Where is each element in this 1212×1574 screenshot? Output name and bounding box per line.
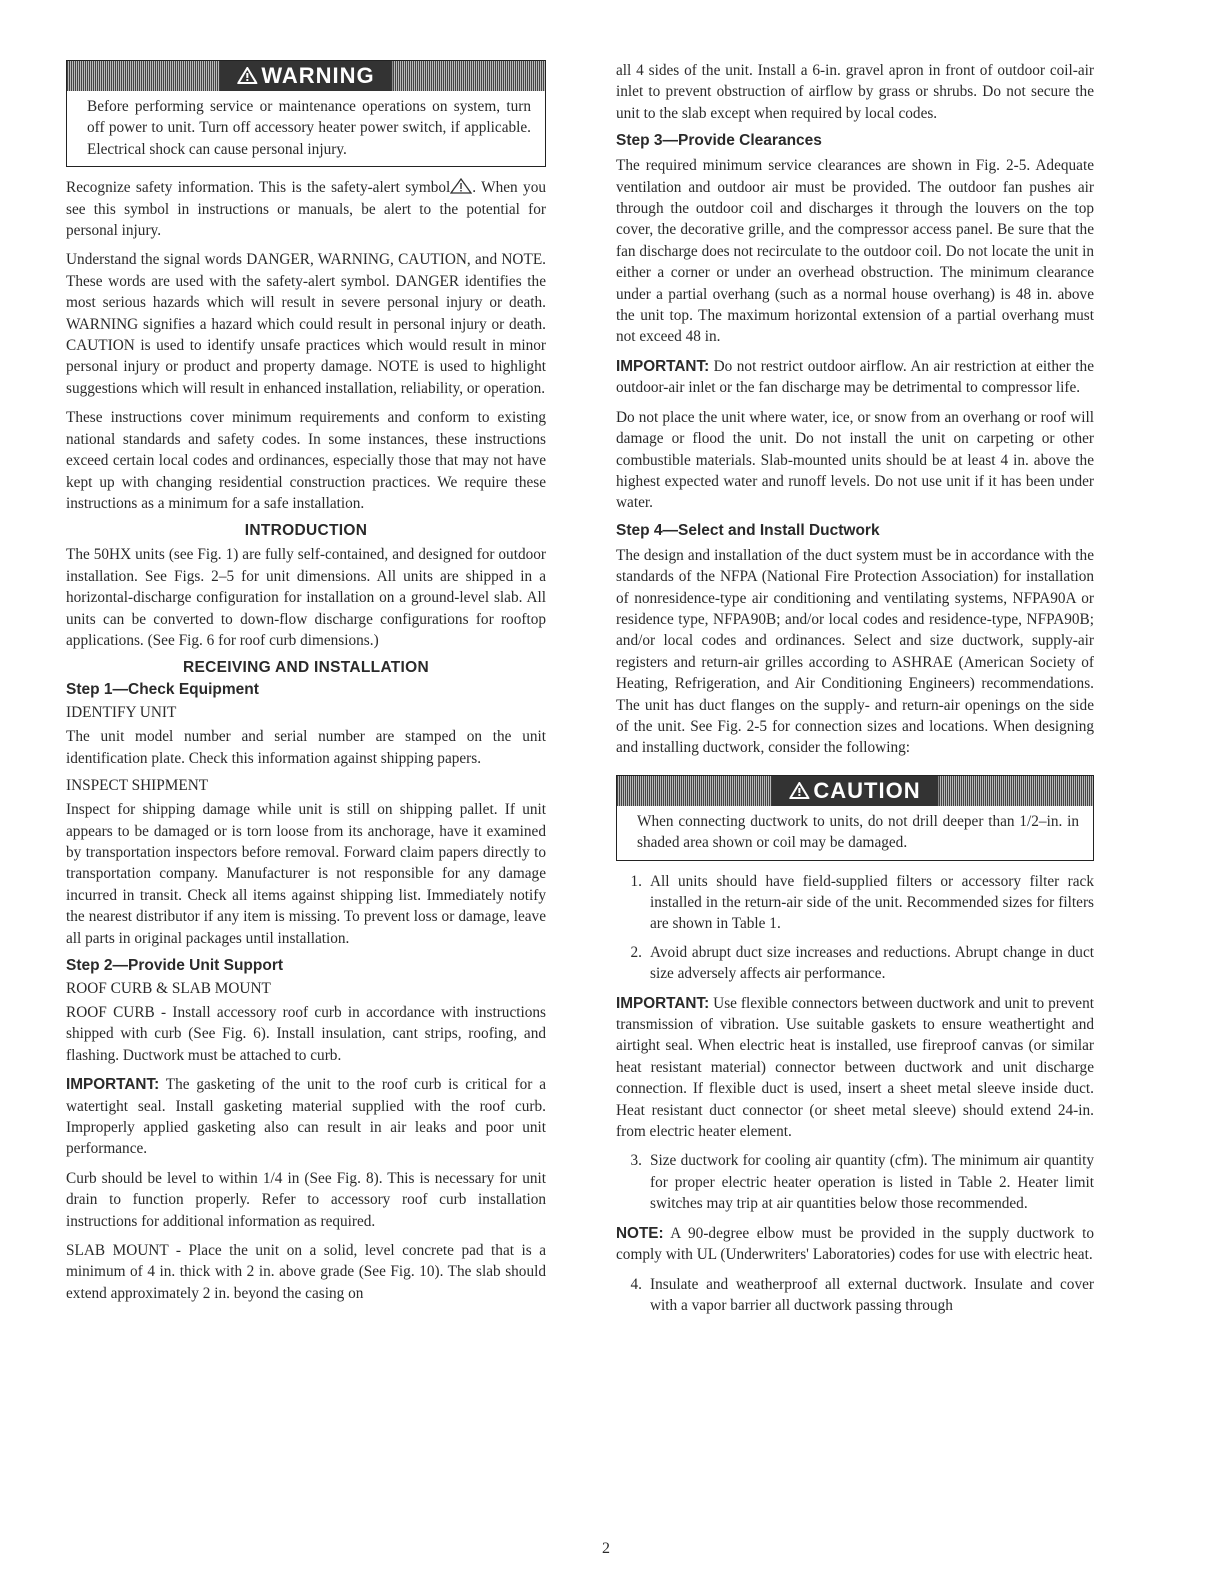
- inspect-shipment-subheading: INSPECT SHIPMENT: [66, 777, 209, 795]
- ductwork-list-1: [616, 871, 1094, 985]
- warning-triangle-icon: [789, 782, 809, 799]
- safety-paragraph: Recognize safety information. This is the safety-alert symbol . When you see this symbol in instructions or manuals, be alert to the potential for personal injury.: [66, 179, 546, 240]
- signal-words-paragraph: Understand the signal words DANGER, WARNING, CAUTION, and NOTE. These words are used with the safety-alert symbol. DANGER identifies the most serious hazards which will result in severe personal injury or death. WARNING signifies a hazard which could result in personal injury or death. CAUTION is used to identify unsafe practices which would result in minor personal injury or product and property damage. NOTE is used to highlight suggestions which will result in enhanced installation, reliability, or operation.: [66, 251, 546, 397]
- step1-heading: Step 1—Check Equipment: [66, 681, 259, 699]
- step3-heading: Step 3—Provide Clearances: [616, 132, 822, 150]
- right-column: [616, 60, 1094, 1324]
- list-item: 1. All units should have field-supplied filters or accessory filter rack installed in the return-air side of the unit. Recommended sizes for filters are shown in Table 1.: [630, 872, 1094, 933]
- important-label: IMPORTANT:: [66, 1076, 160, 1094]
- receiving-heading: RECEIVING AND INSTALLATION: [182, 659, 430, 677]
- warning-text: Before performing service or maintenance operations on system, turn off power to unit. Turn off accessory heater power switch, if applicable. Electrical shock can cause personal injury.: [87, 98, 531, 158]
- introduction-paragraph: The 50HX units (see Fig. 1) are fully self-contained, and designed for outdoor installation. See Figs. 2–5 for unit dimensions. All units are shipped in a horizontal-discharge configuration for installation on a ground-level slab. All units can be converted to down-flow discharge configurations for rooftop applications. (See Fig. 6 for roof curb dimensions.): [66, 546, 546, 649]
- caution-box: [616, 775, 1094, 861]
- caution-header: [617, 776, 1093, 806]
- important-label: IMPORTANT:: [616, 357, 710, 375]
- flex-connector-paragraph: IMPORTANT: Use flexible connectors between ductwork and unit to prevent transmission of vibration. Use suitable gaskets to ensure weathertight and airtight seal. When electric heat is installed, use fireproof canvas (or similar heat resistant material) connector between ductwork and unit discharge connection. If flexible duct is used, insert a sheet metal sleeve inside duct. Heat resistant duct connector (or sheet metal sleeve) should extend 24-in. from electric heater element.: [616, 994, 1094, 1141]
- warning-box: [66, 60, 546, 167]
- list-item: 2. Avoid abrupt duct size increases and reductions. Abrupt change in duct size adversely affects air performance.: [630, 943, 1094, 983]
- page-number: 2: [602, 1540, 610, 1557]
- roof-curb-paragraph: ROOF CURB - Install accessory roof curb in accordance with instructions shipped with curb (See Fig. 6). Install insulation, cant strips, roofing, and flashing. Ductwork must be attached to curb.: [66, 1004, 546, 1064]
- roof-curb-subheading: ROOF CURB & SLAB MOUNT: [66, 980, 271, 997]
- ductwork-list-3: [616, 1274, 1094, 1317]
- caution-text: When connecting ductwork to units, do not drill deeper than 1/2–in. in shaded area shown or coil may be damaged.: [637, 812, 1079, 852]
- ductwork-list-2: [616, 1150, 1094, 1214]
- clearances-paragraph: The required minimum service clearances are shown in Fig. 2-5. Adequate ventilation and outdoor air must be provided. The outdoor fan pushes air through the outdoor coil and discharges it through the louvers on the top cover, the decorative grille, and the compressor access panel. Be sure that the fan discharge does not recirculate to the outdoor coil. Do not locate the unit in either a corner or under an overhead obstruction. The minimum clearance under a partial overhang (such as a normal house overhang) is 48 in. above the unit top. The maximum horizontal extension of a partial overhang must not exceed 48 in.: [616, 157, 1094, 346]
- gasket-paragraph: IMPORTANT: The gasketing of the unit to the roof curb is critical for a watertight seal. Install gasketing material supplied with the roof curb. Improperly applied gasketing also can result in air leaks and poor unit performance.: [66, 1076, 546, 1158]
- slab-mount-paragraph: SLAB MOUNT - Place the unit on a solid, level concrete pad that is a minimum of 4 in. thick with 2 in. above grade (See Fig. 10). The slab should extend approximately 2 in. beyond the casing on: [66, 1242, 546, 1302]
- identify-paragraph: The unit model number and serial number are stamped on the unit identification plate. Check this information against shipping papers.: [66, 728, 546, 767]
- identify-unit-subheading: IDENTIFY UNIT: [66, 704, 177, 722]
- step2-heading: Step 2—Provide Unit Support: [66, 957, 284, 974]
- caution-title: CAUTION: [771, 776, 938, 806]
- warning-triangle-icon: [237, 67, 257, 84]
- note-label: NOTE:: [616, 1224, 664, 1242]
- water-paragraph: Do not place the unit where water, ice, or snow from an overhang or roof will damage or flood the unit. Do not install the unit on carpeting or other combustible materials. Slab-mounted units should be at least 4 in. above the highest expected water and runoff levels. Do not use unit if it has been under water.: [616, 408, 1094, 512]
- introduction-heading: INTRODUCTION: [244, 522, 368, 540]
- instructions-paragraph: These instructions cover minimum requirements and conform to existing national standards and safety codes. In some instances, these instructions exceed certain local codes and ordinances, especially those that may not have kept up with changing residential construction practices. We require these instructions as a minimum for a safe installation.: [66, 409, 546, 512]
- warning-header: [67, 61, 545, 91]
- slab-continued-paragraph: all 4 sides of the unit. Install a 6-in. gravel apron in front of outdoor coil-air inlet to prevent obstruction of airflow by grass or shrubs. Do not secure the unit to the slab except when required by local codes.: [616, 62, 1094, 122]
- warning-title: WARNING: [219, 61, 392, 91]
- inspect-paragraph: Inspect for shipping damage while unit is still on shipping pallet. If unit appears to be damaged or is torn loose from its anchorage, have it examined by transportation inspectors before removal. Forward claim papers directly to transportation company. Manufacturer is not responsible for any damage incurred in transit. Check all items against shipping list. Immediately notify the nearest distributor if any item is missing. To prevent loss or damage, leave all parts in original packages until installation.: [66, 801, 546, 947]
- list-item: 4. Insulate and weatherproof all external ductwork. Insulate and cover with a vapor barrier all ductwork passing through: [630, 1275, 1094, 1314]
- important-label: IMPORTANT:: [616, 994, 710, 1012]
- step4-heading: Step 4—Select and Install Ductwork: [616, 521, 880, 539]
- note-paragraph: NOTE: A 90-degree elbow must be provided in the supply ductwork to comply with UL (Underwriters' Laboratories) codes for use with electric heat.: [616, 1224, 1094, 1264]
- curb-level-paragraph: Curb should be level to within 1/4 in (See Fig. 8). This is necessary for unit drain to function properly. Refer to accessory roof curb installation instructions for additional information as required.: [66, 1169, 546, 1230]
- safety-alert-icon: [450, 178, 472, 194]
- left-column: [66, 60, 546, 1312]
- ductwork-paragraph: The design and installation of the duct system must be in accordance with the standards of the NFPA (National Fire Protection Association) for installation of nonresidence-type air conditioning and ventilating systems, NFPA90A or residence type, NFPA90B; and/or local codes and residence-type, NFPA90B; and/or local codes and ordinances. Select and size ductwork, supply-air registers and return-air grilles according to ASHRAE (American Society of Heating, Refrigeration, and Air Conditioning Engineers) recommendations. The unit has duct flanges on the supply- and return-air openings on the side of the unit. See Fig. 2-5 for connection sizes and locations. When designing and installing ductwork, consider the following:: [616, 546, 1094, 757]
- list-item: 3. Size ductwork for cooling air quantity (cfm). The minimum air quantity for proper electric heater operation is listed in Table 2. Heater limit switches may trip at air quantities below those recommended.: [630, 1152, 1094, 1213]
- airflow-paragraph: IMPORTANT: Do not restrict outdoor airflow. An air restriction at either the outdoor-air inlet or the fan discharge may be detrimental to compressor life.: [616, 357, 1094, 397]
